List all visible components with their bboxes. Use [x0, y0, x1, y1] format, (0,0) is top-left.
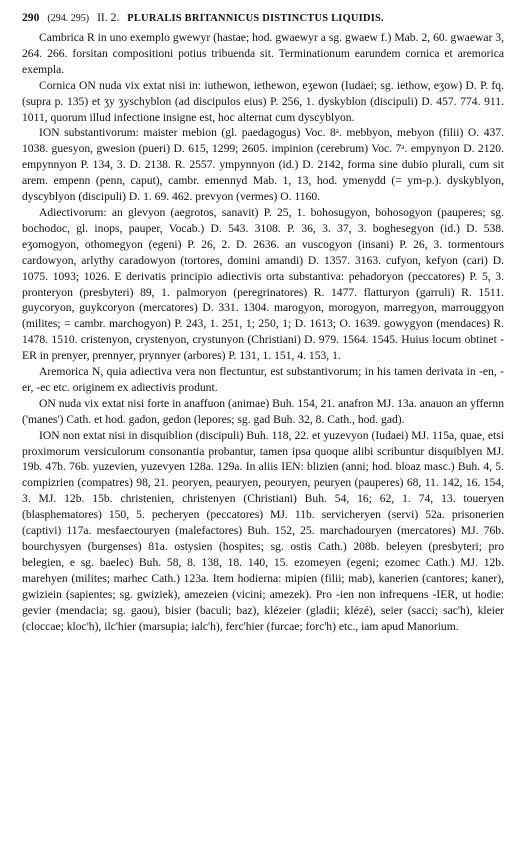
running-header [22, 10, 504, 26]
page-reference: (294. 295) [47, 13, 90, 24]
paragraph-adiectivorum: Adiectivorum: an glevyon (aegrotos, sanavit) P. 25, 1. bohosugyon, bohosogyon (pauperes; sg. bochodoc, gl. inops, pauper, Vocab.) D. 543. 3108. P. 36, 3. 37, 3. boghesegyon (id.) D. 538. eʒomogyon, othomegyon (egeni) P. 26, 2. D. 2636. an vuscogyon (insani) P. 26, 3. tormentours cardowyon, arlythy caradowyon (tortores, domini amandi) D. 1357. 3163. cufyon, kefyon (cari) D. 1075. 1093; 1026. E derivatis principio adiectivis orta substantiva: pehadoryon (peccatores) P. 5, 3. pronteryon (presbyteri) 89, 1. palmoryon (peregrinatores) R. 1477. flatturyon (garruli) R. 1511. guycoryon, guykcoryon (mercatores) D. 331. 1304. marogyon, morogyon, marregyon, marrouggyon (milites; = cambr. marchogyon) P. 243, 1. 251, 1; 250, 1; D. 1613; O. 1639. gowygyon (mendaces) R. 1478. 1510. cristenyon, crystenyon, crystunyon (Christiani) D. 979. 1564. 1545. Huius locum obtinet -ER in prenyer, prennyer, prynnyer (arbores) P. 131, 1. 151, 4. 153, 1. [22, 205, 504, 363]
paragraph-cornica-on: Cornica ON nuda vix extat nisi in: iuthewon, iethewon, eʒewon (Iudaei; sg. iethow, eʒow) D. P. fq. (supra p. 135) et ʒy ʒyschyblon (ad discipulos eius) P. 256, 1. dyskyblon (discipuli) D. 457. 774. 911. 1011, quorum illud infectione insigne est, hoc alternat cum dyscyblyon. [22, 78, 504, 124]
section-number: II. 2. [97, 11, 120, 24]
paragraph-cambrica-r: Cambrica R in uno exemplo gwewyr (hastae; hod. gwaewyr a sg. gwaew f.) Mab. 2, 60. gwaewar 3, 264. 266. forsitan compositioni potius tribuenda sit. Terminationum earundem cornica et aremorica exempla. [22, 31, 504, 76]
paragraph-on-nuda: ON nuda vix extat nisi forte in anaffuon (animae) Buh. 154, 21. anafron MJ. 13a. anauon an yffernn ('manes') Cath. et hod. gadon, gedon (lepores; sg. gad Buh. 32, 8. Cath., hod. gad). [22, 396, 504, 426]
paragraph-ion-non-extat: ION non extat nisi in disquiblion (discipuli) Buh. 118, 22. et yuzevyon (Iudaei) MJ. 115a, quae, etsi proximorum versiculorum consonantia probantur, tamen ipsa quoque alibi scribuntur disquiblyen MJ. 19b. 47b. 76b. yuzevien, yuzevyen 128a. 129a. In aliis IEN: blizien (anni; hod. bloaz masc.) Buh. 4, 5. compizrien (compatres) 98, 21. peoryen, peauryen, peouryen, peuryen (pauperes) 68, 11. 142, 16. 154, 3. MJ. 12b. 15b. christenien, christenyen (Christiani) Buh. 54, 16; 62, 1. 74, 13. toueryen (blasphematores) 150, 5. pecheryen (peccatores) MJ. 11b. servicheryen (servi) 52a. prisonerien (captivi) 117a. mesfaectouryen (malefactores) Buh. 152, 25. marchadouryen (mercatores) MJ. 76b. bourchysyen (burgenses) 81a. ostysien (hospites; sg. ostis Cath.) 208b. beleyen (presbyteri; pro belegien, e sg. baelec) Buh. 58, 8. 138, 18. 140, 15. ezomeyen (egeni; ezomec Cath.) MJ. 12b. marehyen (milites; marhec Cath.) 123a. Item hodierna: mipien (filii; mab), kanerien (cantores; kaner), gwiziein (sapientes; sg. gwiziek), amezeien (vicini; amezek). Pro -ien non infrequens -IER, ut hodie: gevier (mendacia; sg. gaou), bisier (baculi; baz), klézeier (gladii; klézé), seier (sacci; sac'h), kleier (cloccae; kloc'h), ilc'hier (marsupia; ialc'h), ferc'hier (furcae; forc'h) etc., iam apud Manorium. [22, 428, 504, 633]
paragraph-aremorica-n: Aremorica N, quia adiectiva vera non flectuntur, est substantivorum; in his tamen derivata in -en, -er, -ec etc. originem ex adiectivis produnt. [22, 365, 504, 394]
running-title: PLURALIS BRITANNICUS DISTINCTUS LIQUIDIS. [127, 13, 384, 24]
page-number: 290 [22, 11, 40, 24]
paragraph-ion-substantivorum: ION substantivorum: maister mebion (gl. paedagogus) Voc. 8ᵃ. mebbyon, mebyon (filii) O. 437. 1038. guesyon, gwesion (pueri) D. 615, 1299; 2605. impinion (cerebrum) Voc. 7ᵃ. empynyon D. 2120. empynnyon P. 134, 3. D. 2138. R. 2557. ympynnyon (id.) D. 2142, forma sine dubio plurali, cum sit arem. empenn (penn, caput), cambr. emennyd Mab. 1, 13, hod. ymenydd (= ym-p.). dyskyblyon, dyscyblyon (discipuli) D. 1. 69. 462. prevyon (vermes) O. 1160. [22, 126, 504, 204]
